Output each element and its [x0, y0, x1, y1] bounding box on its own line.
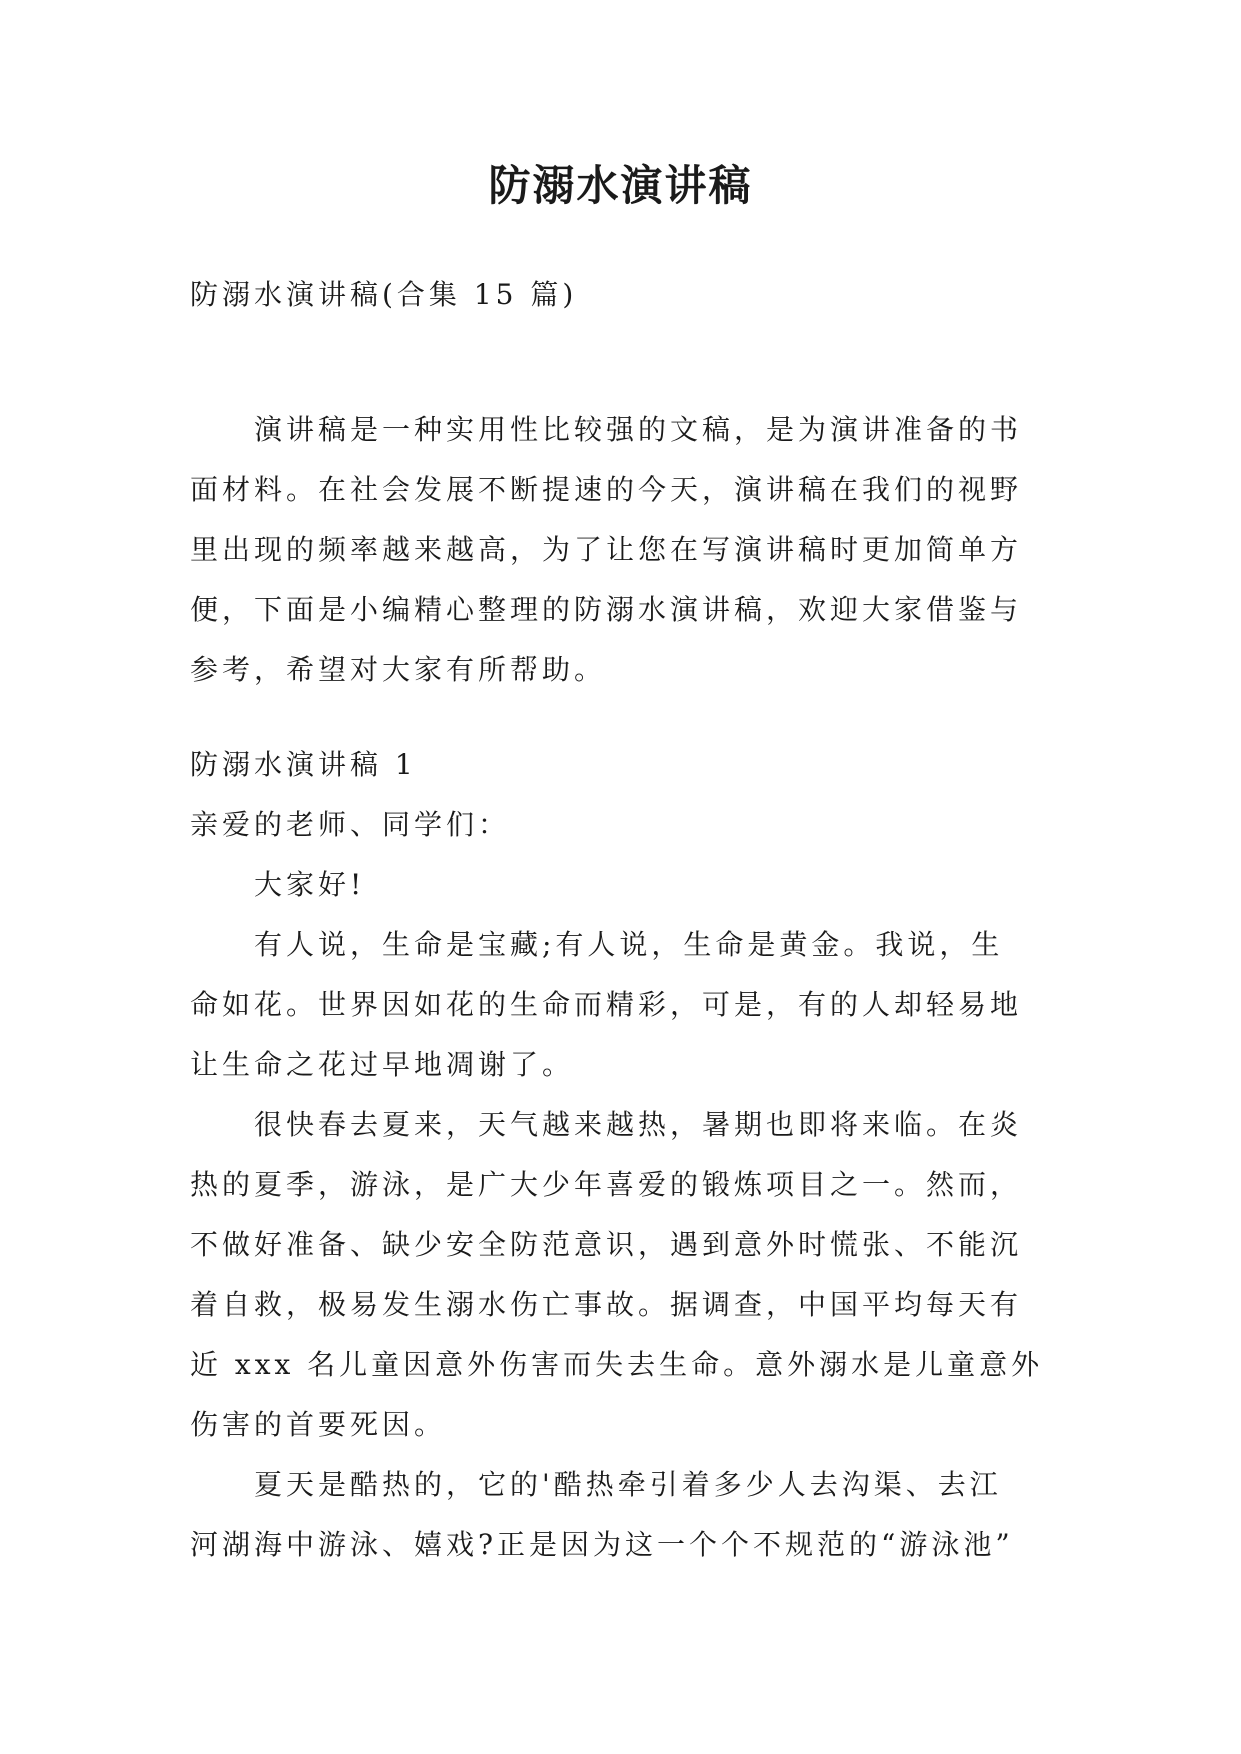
paragraph-1-line: 有人说，生命是宝藏;有人说，生命是黄金。我说，生 — [254, 928, 1004, 961]
paragraph-2-line: 很快春去夏来，天气越来越热，暑期也即将来临。在炎 — [254, 1108, 1023, 1141]
paragraph-2-line: 伤害的首要死因。 — [190, 1408, 447, 1441]
intro-line: 里出现的频率越来越高，为了让您在写演讲稿时更加简单方 — [190, 533, 1023, 566]
document-title: 防溺水演讲稿 — [488, 161, 753, 210]
document-subtitle — [190, 265, 1050, 325]
paragraph-1-line: 让生命之花过早地凋谢了。 — [190, 1048, 575, 1081]
paragraph-1-line: 命如花。世界因如花的生命而精彩，可是，有的人却轻易地 — [190, 988, 1023, 1021]
speech-section-1 — [190, 735, 1050, 1575]
subtitle-text: 防溺水演讲稿(合集 15 篇) — [190, 278, 578, 311]
paragraph-2-line: 着自救，极易发生溺水伤亡事故。据调查，中国平均每天有 — [190, 1288, 1023, 1321]
intro-paragraph — [190, 400, 1050, 700]
paragraph-2-line: 近 xxx 名儿童因意外伤害而失去生命。意外溺水是儿童意外 — [190, 1348, 1044, 1381]
intro-line: 演讲稿是一种实用性比较强的文稿，是为演讲准备的书 — [254, 413, 1023, 446]
paragraph-2-line: 不做好准备、缺少安全防范意识，遇到意外时慌张、不能沉 — [190, 1228, 1023, 1261]
intro-line: 参考，希望对大家有所帮助。 — [190, 653, 607, 686]
intro-line: 面材料。在社会发展不断提速的今天，演讲稿在我们的视野 — [190, 473, 1023, 506]
intro-line: 便，下面是小编精心整理的防溺水演讲稿，欢迎大家借鉴与 — [190, 593, 1023, 626]
salutation: 亲爱的老师、同学们： — [190, 808, 511, 841]
paragraph-3-line: 河湖海中游泳、嬉戏?正是因为这一个个不规范的“游泳池” — [190, 1528, 1014, 1561]
section-heading: 防溺水演讲稿 1 — [190, 748, 417, 781]
paragraph-3-line: 夏天是酷热的，它的'酷热牵引着多少人去沟渠、去江 — [254, 1468, 1002, 1501]
paragraph-2-line: 热的夏季，游泳，是广大少年喜爱的锻炼项目之一。然而， — [190, 1168, 1023, 1201]
greeting: 大家好! — [254, 868, 366, 901]
